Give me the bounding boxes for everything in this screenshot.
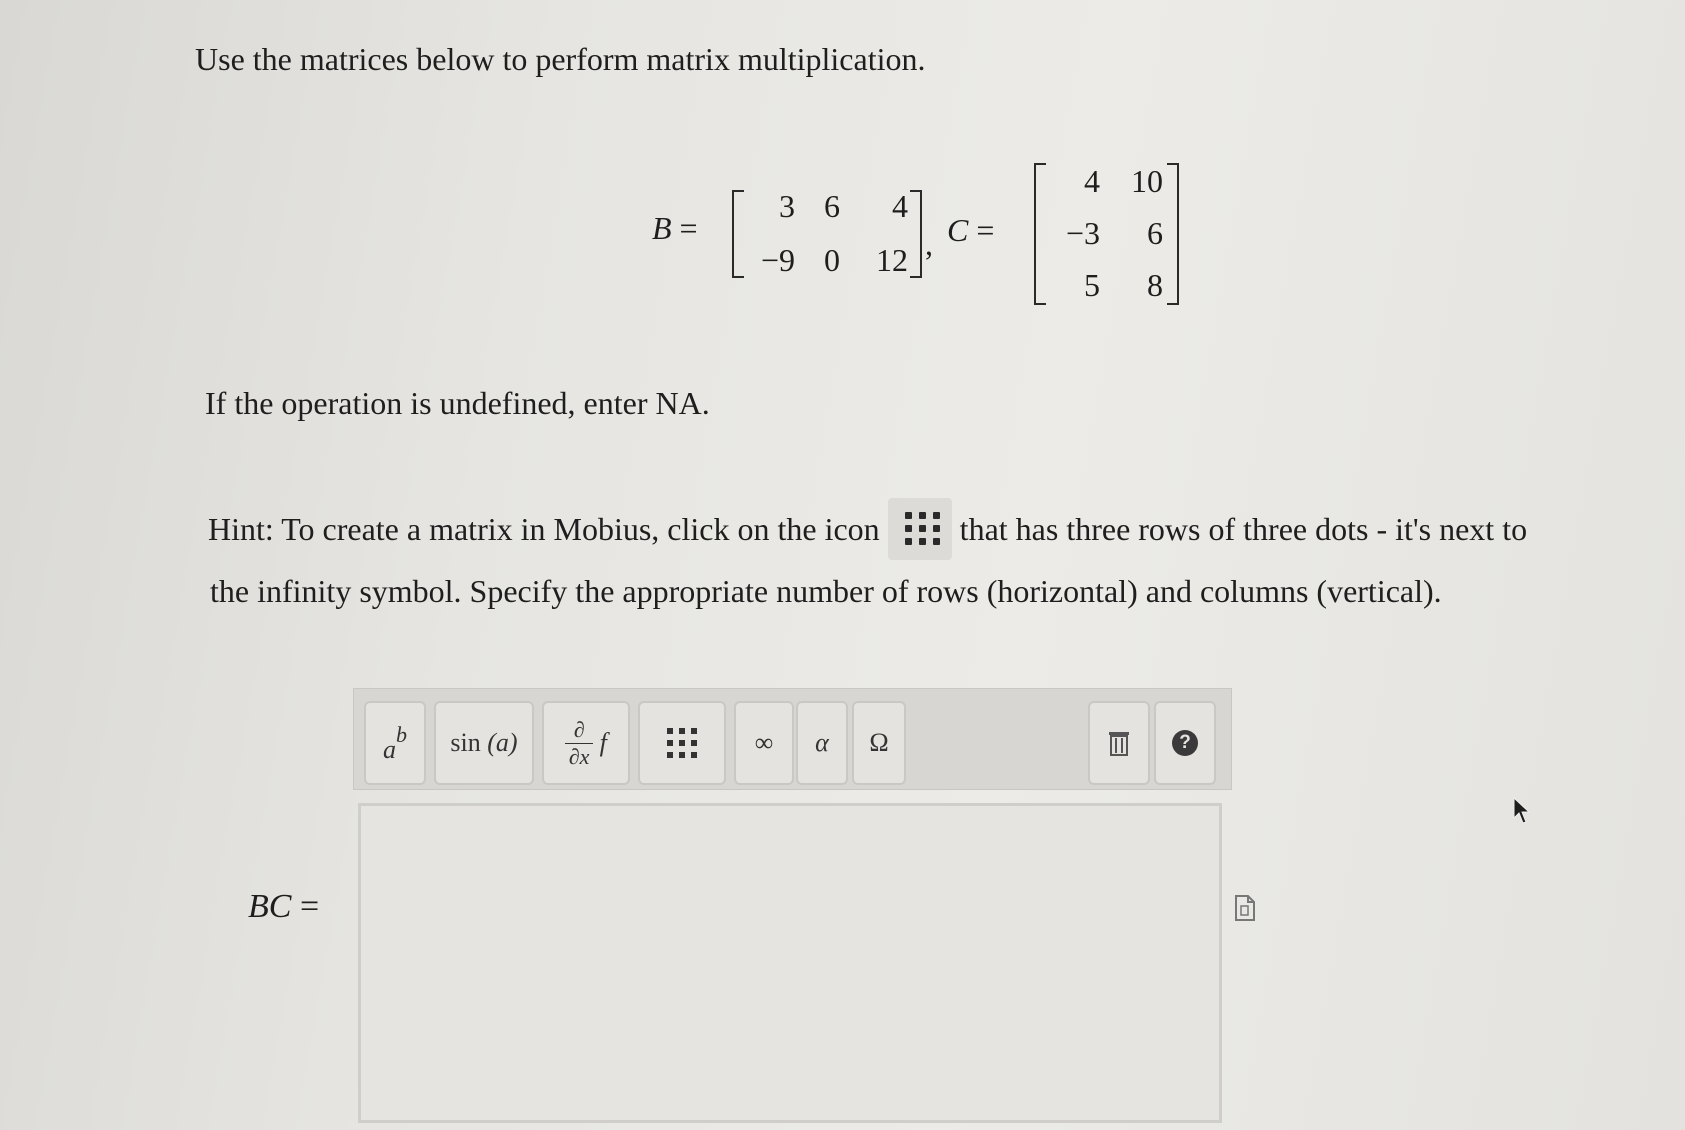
hint-text-part2: that has three rows of three dots - it's next to (959, 510, 1528, 547)
matrix-c-label: C = (947, 212, 995, 248)
matrix-b-label: B = (652, 210, 698, 246)
mouse-cursor-icon (1512, 796, 1532, 826)
trash-icon (1107, 729, 1131, 757)
matrix-b-cell: 4 (892, 188, 908, 224)
matrix-c-cell: 10 (1131, 163, 1163, 199)
matrix-dots-icon (667, 728, 697, 758)
matrix-c-cell: 4 (1084, 163, 1100, 199)
undefined-note: If the operation is undefined, enter NA. (205, 385, 710, 421)
clear-button[interactable] (1088, 701, 1150, 785)
matrix-b-right-bracket (910, 190, 922, 278)
infinity-button[interactable]: ∞ (734, 701, 794, 785)
question-intro: Use the matrices below to perform matrix multiplication. (195, 41, 926, 77)
preview-document-icon[interactable] (1234, 894, 1256, 922)
matrix-c-cell: −3 (1065, 215, 1100, 251)
derivative-button[interactable]: ∂ ∂x f (542, 701, 630, 785)
matrix-separator: , (925, 226, 933, 262)
matrix-dots-icon (888, 498, 952, 560)
function-button[interactable]: sin (a) (434, 701, 534, 785)
matrix-b-cell: 12 (876, 242, 908, 278)
matrix-b-cell: −9 (760, 242, 795, 278)
matrix-c-right-bracket (1167, 163, 1179, 305)
answer-label: BC = (248, 888, 320, 925)
matrix-c-cell: 8 (1147, 267, 1163, 303)
greek-button[interactable]: α (796, 701, 848, 785)
matrix-b-cell: 0 (824, 242, 840, 278)
equation-toolbar (353, 688, 1232, 790)
symbols-button[interactable]: Ω (852, 701, 906, 785)
answer-input[interactable] (358, 803, 1222, 1123)
hint-line-1 (208, 498, 1527, 560)
help-icon: ? (1172, 730, 1198, 756)
matrix-c-cell: 6 (1147, 215, 1163, 251)
matrix-button[interactable] (638, 701, 726, 785)
help-button[interactable] (1154, 701, 1216, 785)
matrix-b-cell: 6 (824, 188, 840, 224)
hint-line-2: the infinity symbol. Specify the appropriate number of rows (horizontal) and columns (vertical). (210, 573, 1442, 609)
power-button[interactable]: a b (364, 701, 426, 785)
matrix-c-cell: 5 (1084, 267, 1100, 303)
hint-text-part1: Hint: To create a matrix in Mobius, click on the icon (208, 510, 880, 547)
matrix-b-cell: 3 (779, 188, 795, 224)
